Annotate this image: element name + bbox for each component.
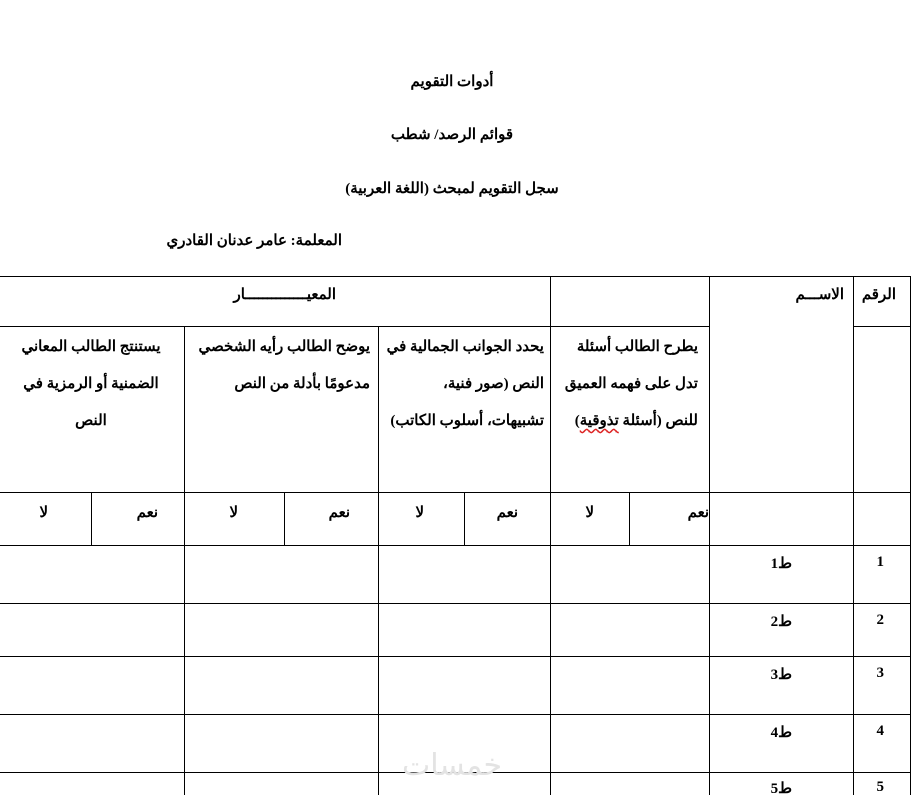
column-header-name: الاســـم xyxy=(795,287,844,303)
table-line xyxy=(853,276,854,795)
yes-label: نعم xyxy=(328,505,350,521)
table-line xyxy=(91,492,92,545)
criterion-aesthetic-aspects: يحدد الجوانب الجمالية في النص (صور فنية، تشبيهات، أسلوب الكاتب) xyxy=(386,339,544,429)
student-name: ط2 xyxy=(770,614,792,630)
criterion-deep-questions: يطرح الطالب أسئلة تدل على فهمه العميق للنص (أسئلة تذوقية) xyxy=(564,339,698,429)
table-line xyxy=(284,492,285,545)
row-number: 3 xyxy=(876,665,884,681)
table-line xyxy=(0,545,911,546)
heading-evaluation-tools: أدوات التقويم xyxy=(410,74,494,90)
table-line xyxy=(0,326,709,327)
teacher-name: المعلمة: عامر عدنان القادري xyxy=(166,233,342,249)
column-header-number: الرقم xyxy=(861,287,896,303)
yes-label: نعم xyxy=(136,505,158,521)
table-line xyxy=(709,276,710,795)
no-label: لا xyxy=(39,505,48,521)
row-number: 4 xyxy=(876,723,884,739)
table-border-top xyxy=(0,276,911,277)
table-line xyxy=(0,656,911,657)
criterion-implicit-meanings: يستنتج الطالب المعاني الضمنية أو الرمزية في النص xyxy=(21,339,161,429)
row-number: 2 xyxy=(876,612,884,628)
heading-evaluation-record: سجل التقويم لمبحث (اللغة العربية) xyxy=(345,181,559,197)
yes-label: نعم xyxy=(496,505,518,521)
table-line xyxy=(0,714,911,715)
table-line xyxy=(464,492,465,545)
criterion-personal-opinion: يوضح الطالب رأيه الشخصي مدعومًا بأدلة من النص xyxy=(198,339,370,392)
table-line xyxy=(629,492,630,545)
watermark-logo: خمسات xyxy=(402,748,503,783)
table-line xyxy=(0,492,911,493)
table-border-right xyxy=(910,276,911,795)
no-label: لا xyxy=(585,505,594,521)
table-line xyxy=(378,326,379,795)
no-label: لا xyxy=(229,505,238,521)
row-number: 1 xyxy=(876,554,884,570)
student-name: ط5 xyxy=(770,781,792,797)
table-line xyxy=(184,326,185,795)
heading-checklists: قوائم الرصد/ شطب xyxy=(390,127,514,143)
column-header-criteria: المعيــــــــــــــار xyxy=(233,287,336,303)
table-line xyxy=(0,603,911,604)
student-name: ط4 xyxy=(770,725,792,741)
no-label: لا xyxy=(415,505,424,521)
row-number: 5 xyxy=(876,779,884,795)
table-line xyxy=(853,326,911,327)
student-name: ط3 xyxy=(770,667,792,683)
student-name: ط1 xyxy=(770,556,792,572)
yes-label: نعم xyxy=(687,505,709,521)
